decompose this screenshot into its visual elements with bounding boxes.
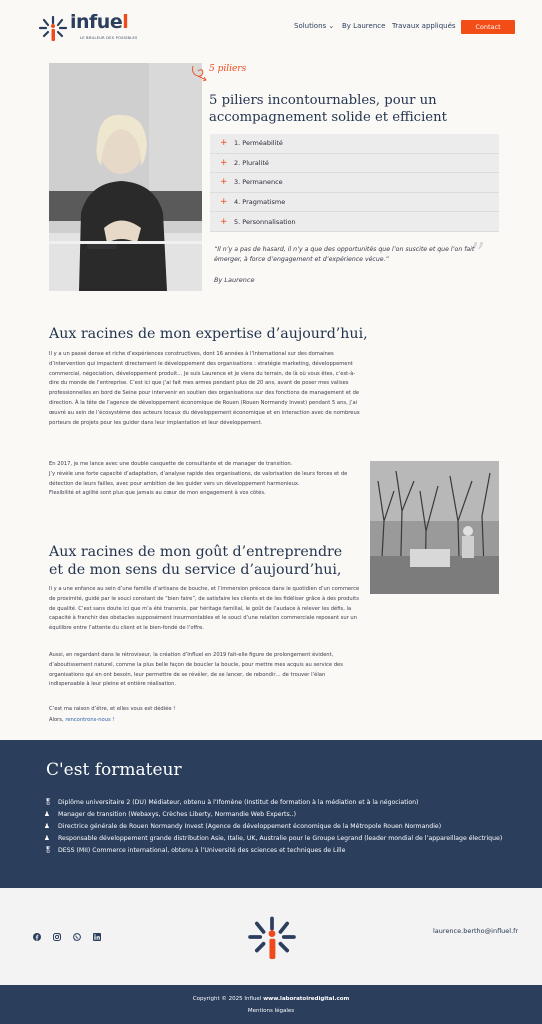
laboratoire-digital-link[interactable]: www.laboratoiredigital.com xyxy=(263,996,350,1002)
plus-icon: + xyxy=(220,197,228,208)
nav-by-laurence[interactable]: By Laurence xyxy=(342,22,386,30)
formateur-title: C'est formateur xyxy=(46,760,182,780)
logo-tagline: LE BRULEUR DES POSSIBLES xyxy=(80,36,138,40)
list-item: 🎖 Diplôme universitaire 2 (DU) Médiateur, obtenu à l’Ifomène (Institut de formation à la médiation et à la négociation) xyxy=(44,798,419,806)
plus-icon: + xyxy=(220,177,228,188)
closing-line: C’est ma raison d’être, et elles vous est dédiée ! xyxy=(49,706,176,712)
expertise-paragraph-1: Il y a un passé dense et riche d’expériences constructives, dont 16 années à l’International sur des domaines d’intervention qui impactent directement le développement des organisations : stratégie marketing, développement commercial, négociation, développement produit… Je suis Laurence et je viens du terrain, de là où vous êtes, c’est-à-dire du monde de l’entreprise. C’est ici que j’ai fait mes armes pendant plus de 20 ans, avant de poser mes valises professionnelles en bord de Seine pour intervenir en soutien des organisations sur des fonctions de management et de direction. À la tête de l’agence de développement économique de Rouen (Rouen Normandy Invest) pendant 5 ans, j’ai œuvré au sein de l’écosystème des acteurs locaux du développement économique et en interaction avec de nombreux porteurs de projets pour les guider dans leur implantation et leur développement. xyxy=(49,351,360,426)
rencontrons-nous-link[interactable]: rencontrons-nous ! xyxy=(65,717,115,723)
footer-email-link[interactable]: laurence.bertho@influel.fr xyxy=(433,927,519,935)
contact-button[interactable]: Contact xyxy=(461,20,515,34)
list-item: ♟ Manager de transition (Webaxys, Crèches Liberty, Normandie Web Experts..) xyxy=(44,810,297,819)
quote-author: By Laurence xyxy=(214,276,255,284)
instagram-icon[interactable] xyxy=(53,933,61,941)
quote-mark-icon: ” xyxy=(470,237,486,272)
accordion-item-permanence[interactable]: + 3. Permanence xyxy=(210,173,499,193)
copyright-text: Copyright © 2025 Influel www.laboratoiredigital.com xyxy=(192,996,350,1002)
section-title-entreprendre: Aux racines de mon goût d’entreprendre et de mon sens du service d’aujourd’hui, xyxy=(49,544,343,578)
plus-icon: + xyxy=(220,216,228,227)
pillars-accordion xyxy=(210,134,499,232)
piliers-handwritten-tag: 5 piliers xyxy=(209,64,247,74)
linkedin-icon[interactable] xyxy=(93,933,101,941)
list-item: 🎖 DESS (MII) Commerce international, obtenu à l’Université des sciences et techniques de Lille xyxy=(44,846,346,855)
mentions-legales-link[interactable]: Mentions légales xyxy=(247,1008,295,1014)
arrow-doodle-icon xyxy=(190,64,208,84)
expertise-paragraph-2: En 2017, je me lance avec une double casquette de consultante et de manager de transition. J’y révèle une forte capacité d’adaptation, d’analyse rapide des organisations, de valorisation de leurs forces et de détection de leurs failles, avec pour ambition de les guider vers un développement harmonieux. Flexibilité et agilité sont plus que jamais au cœur de mon engagement à vos côtés. xyxy=(49,461,348,497)
section-title-expertise: Aux racines de mon expertise d’aujourd’hui, xyxy=(49,326,368,342)
whatsapp-icon[interactable] xyxy=(73,933,81,941)
portrait-photo xyxy=(49,63,202,291)
chess-pawn-icon: ♟ xyxy=(44,822,50,831)
entreprendre-paragraph-1: Il y a une enfance au sein d’une famille d’artisans de bouche, et l’immersion précoce dans le quotidien d’un commerce de proximité, guidé par le souci constant de “bien faire”, de satisfaire les clients et de les fidéliser grâce à des produits de qualité. C’est sans doute ici que m’a été transmis, par héritage familial, le goût de l’audace à relever les défis, la capacité à franchir des obstacles supposément insurmontables et le souci d’une relation commerciale reposant sur un équilibre entre l’attente du client et le bien-fondé de l’offre. xyxy=(49,586,360,632)
outdoor-photo xyxy=(370,461,499,594)
footer-logo-mark[interactable] xyxy=(245,910,299,964)
medal-icon: 🎖 xyxy=(44,846,53,855)
chevron-down-icon: ⌄ xyxy=(328,22,335,30)
plus-icon: + xyxy=(220,157,228,168)
entreprendre-paragraph-2: Aussi, en regardant dans le rétroviseur, la création d’Influel en 2019 fait-elle figure de prolongement évident, d’aboutissement naturel, comme la plus belle façon de boucler la boucle, pour mettre mes acquis au service des organisations qui en ont besoin, leur permettre de se révéler, de se lancer, de rebondir… de trouver l’élan indispensable à leur pleine et entière réalisation. xyxy=(49,652,343,688)
testimonial-quote: “Il n’y a pas de hasard, il n’y a que des opportunités que l’on suscite et que l’on fait émerger, à force d’engagement et d’expérience vécue.” xyxy=(214,246,475,263)
chess-pawn-icon: ♟ xyxy=(44,834,50,843)
accordion-item-pragmatisme[interactable]: + 4. Pragmatisme xyxy=(210,193,499,213)
list-item: ♟ Directrice générale de Rouen Normandy Invest (Agence de développement économique de la Métropole Rouen Normandie) xyxy=(44,822,442,831)
influel-logo-mark[interactable] xyxy=(37,13,69,43)
closing-call: Alors, rencontrons-nous ! xyxy=(49,717,115,723)
facebook-icon[interactable] xyxy=(33,933,41,941)
logo-wordmark[interactable]: infuel xyxy=(70,11,129,33)
plus-icon: + xyxy=(220,138,228,149)
hero-title: 5 piliers incontournables, pour un accompagnement solide et efficient xyxy=(209,93,447,125)
nav-travaux-appliques[interactable]: Travaux appliqués xyxy=(392,22,456,30)
nav-solutions[interactable]: Solutions ⌄ xyxy=(294,22,335,30)
accordion-item-personnalisation[interactable]: + 5. Personnalisation xyxy=(210,212,499,232)
formateur-list xyxy=(44,798,504,858)
chess-pawn-icon: ♟ xyxy=(44,810,50,819)
medal-icon: 🎖 xyxy=(44,798,53,806)
bottom-bar xyxy=(0,985,542,1024)
list-item: ♟ Responsable développement grande distribution Asie, Italie, UK, Australie pour le Groupe Legrand (leader mondial de l’appareillage électrique) xyxy=(44,834,503,843)
accordion-item-pluralite[interactable]: + 2. Pluralité xyxy=(210,154,499,174)
accordion-item-permeabilite[interactable]: + 1. Perméabilité xyxy=(210,134,499,154)
